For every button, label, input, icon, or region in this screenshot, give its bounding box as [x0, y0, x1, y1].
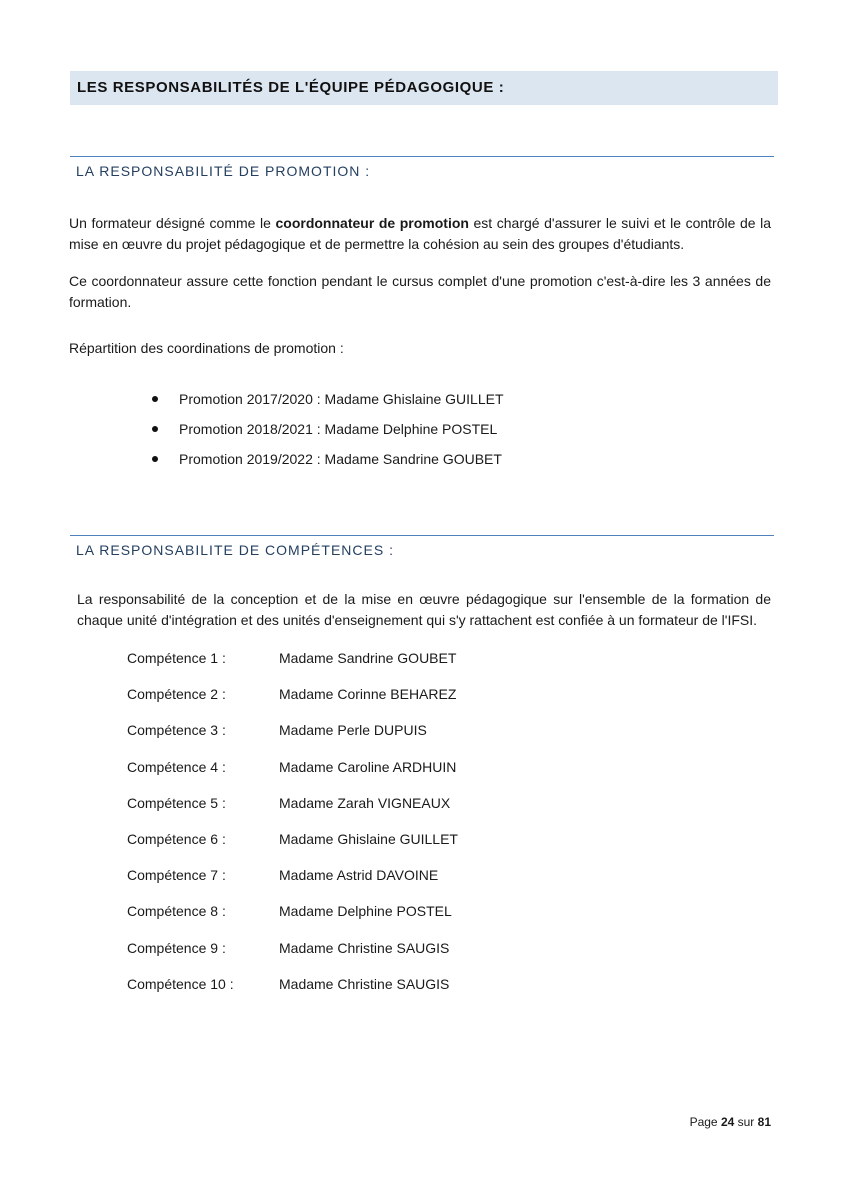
competences-table: [127, 648, 527, 1010]
table-row: [127, 793, 527, 829]
competence-label: Compétence 5 :: [127, 794, 226, 811]
footer-page-total: 81: [757, 1115, 771, 1129]
promotion-p1-before: Un formateur désigné comme le: [69, 215, 276, 231]
competence-owner: Madame Sandrine GOUBET: [279, 650, 457, 666]
list-item: [152, 419, 504, 449]
promotion-p1-after: est chargé d'assurer le suivi et le contrôle de la mise en œuvre du projet pédagogique et de permettre la cohésion au sein des groupes d'étudiants.: [69, 215, 771, 252]
competence-owner: Madame Perle DUPUIS: [279, 722, 427, 739]
competence-owner: Madame Corinne BEHAREZ: [279, 686, 457, 703]
page-footer: [690, 1115, 771, 1129]
competence-label: Compétence 3 :: [127, 722, 226, 739]
competence-owner: Madame Astrid DAVOINE: [279, 867, 439, 884]
competence-owner: Madame Zarah VIGNEAUX: [279, 794, 451, 811]
table-row: [127, 829, 527, 865]
bullet-icon: [152, 426, 158, 432]
competence-label: Compétence 7 :: [127, 867, 226, 884]
list-item: [152, 389, 504, 419]
footer-page-number: 24: [720, 1115, 735, 1129]
competence-owner: Madame Delphine POSTEL: [279, 903, 452, 920]
table-row: [127, 648, 527, 684]
competence-owner: Madame Ghislaine GUILLET: [279, 830, 458, 847]
competence-label: Compétence 1 :: [127, 650, 226, 666]
table-row: [127, 720, 527, 756]
section-heading-competences: LA RESPONSABILITE DE COMPÉTENCES :: [70, 535, 774, 558]
competence-owner: Madame Caroline ARDHUIN: [279, 758, 457, 775]
list-item-text: Promotion 2018/2021 : Madame Delphine POSTEL: [179, 421, 498, 437]
table-row: [127, 684, 527, 720]
competence-owner: Madame Christine SAUGIS: [279, 939, 450, 956]
promotion-p1-bold: coordonnateur de promotion: [275, 215, 469, 231]
promotion-paragraph-2: Ce coordonnateur assure cette fonction pendant le cursus complet d'une promotion c'est-à-dire les 3 années de formation.: [69, 273, 771, 310]
page-title: LES RESPONSABILITÉS DE L'ÉQUIPE PÉDAGOGIQUE :: [70, 71, 778, 105]
competence-label: Compétence 2 :: [127, 686, 226, 703]
promotion-list: [152, 389, 504, 479]
section-heading-promotion: LA RESPONSABILITÉ DE PROMOTION :: [70, 156, 774, 179]
promotion-paragraph-3: Répartition des coordinations de promotion :: [69, 340, 344, 356]
footer-prefix: Page: [689, 1115, 721, 1129]
table-row: [127, 901, 527, 937]
list-item-text: Promotion 2019/2022 : Madame Sandrine GOUBET: [179, 451, 502, 467]
competence-label: Compétence 9 :: [127, 939, 226, 956]
competence-label: Compétence 10 :: [127, 975, 234, 992]
competences-intro: La responsabilité de la conception et de la mise en œuvre pédagogique sur l'ensemble de la formation de chaque unité d'intégration et des unités d'enseignement qui s'y rattachent est confiée à un formateur de l'IFSI.: [77, 591, 771, 628]
competence-label: Compétence 8 :: [127, 903, 226, 920]
competence-label: Compétence 4 :: [127, 758, 226, 775]
table-row: [127, 865, 527, 901]
promotion-paragraph-1: [69, 213, 771, 255]
table-row: [127, 938, 527, 974]
competence-owner: Madame Christine SAUGIS: [279, 975, 450, 992]
competence-label: Compétence 6 :: [127, 830, 226, 847]
bullet-icon: [152, 396, 158, 402]
table-row: [127, 974, 527, 1010]
footer-middle: sur: [734, 1115, 758, 1129]
list-item-text: Promotion 2017/2020 : Madame Ghislaine GUILLET: [179, 391, 504, 407]
bullet-icon: [152, 456, 158, 462]
list-item: [152, 449, 504, 479]
table-row: [127, 757, 527, 793]
